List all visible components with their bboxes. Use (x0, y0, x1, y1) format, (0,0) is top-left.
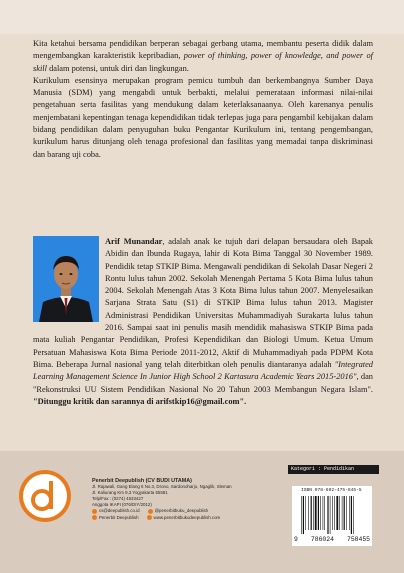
author-bio (33, 236, 373, 408)
intro-text-a: Kita ketahui bersama pendidikan berperan sebagai gerbang utama, membantu peserta didik dalam mengembangkan karakteristik kepribadian, (33, 39, 373, 61)
publisher-phone: Telp/Fax : (0274) 4533427 (92, 496, 144, 502)
intro-text (33, 38, 373, 161)
facebook-icon (92, 515, 97, 520)
barcode-digits-right: 758455 (346, 536, 370, 543)
publisher-facebook: Penerbit Deepublish (99, 514, 139, 520)
author-bio-text-2: , dan "Rekonstruksi UU Sistem Pendidikan Nasional No 20 Tahun 2003 Membangun Negara Islam". (33, 372, 373, 394)
publisher-address-1: Jl. Rajawali, Gang Elang 6 No.3, Drono, Sardonoharjo, Ngaglik, Sleman (92, 484, 232, 490)
isbn-number: ISBN 978-602-475-845-5 (301, 488, 362, 493)
intro-paragraph-1 (33, 38, 373, 75)
publisher-membership: Anggota IKAPI (076/DIY/2012) (92, 502, 152, 508)
twitter-icon (148, 509, 153, 514)
author-contact: "Ditunggu kritik dan sarannya di arifstkip16@gmail.com". (33, 396, 247, 406)
intro-paragraph-2: Kurikulum esensinya merupakan program pemicu tumbuh dan berkembangnya Sumber Daya Manusia (SDM) yang mengabdi untuk berbakti, melalui pemerataan informasi nilai-nilai pengetahuan serta fasilitas yang mendukung dalam keterlaksanaanya. Oleh karenanya penulis menjembatani kepentingan tenaga kependidikan tidak terlepas juga para pengambil kebijakan dalam bidang pendidikan dalam penyuguhan buku Pengantar Kurikulum ini, tentang pengembangan, kurikulum harus ditunjang oleh tenaga profesional dan fasilitas yang memadai tanpa diskriminasi dan barang uji coba. (33, 75, 373, 159)
globe-icon (147, 515, 152, 520)
facebook-contact (92, 515, 139, 521)
author-portrait-image (33, 236, 99, 322)
publisher-email: cs@deepublish.co.id (99, 508, 140, 514)
publisher-address-2: Jl. Kaliurang Km 9,3 Yogyakarta 55581 (92, 490, 168, 496)
author-bio-text: , adalah anak ke tujuh dari delapan bersaudara oleh Bapak Abidin dan Ibunda Rugaya, lahir di Kota Bima Tanggal 30 November 1989. Pendidik tetap STKIP Bima. Mengawali pendidikan di Sekolah Dasar Negeri 2 Rontu lulus tahun 2002. Sekolah Menengah Pertama 5 Kota Bima lulus tahun 2004. Sekolah Menengah Atas 3 Kota Bima lulus tahun 2007. Menyelesaikan Sarjana Strata Satu (S1) di STKIP Bima lulus tahun 2013. Magister Administrasi Pendidikan Universitas Muhammadiyah Surakarta lulus tahun 2016. Sampai saat ini penulis masih mendidik mahasiswa STKIP Bima pada mata kuliah Pengantar Pendidikan, Profesi Kependidikan dan Biologi Umum. Ketua Umum Persatuan Mahasiswa Kota Bima Periode 2011-2012, Aktif di Muhammadiyah pada PDPM Kota Bima. Beberapa Jurnal nasional yang telah diterbitkan oleh penulis diantaranya adalah (33, 237, 373, 369)
email-icon (92, 509, 97, 514)
journal-title: "Integrated Learning Management Science In Junior High School 2 Kartasura Academic Years 2015-2016" (33, 359, 373, 382)
publisher-name: Penerbit Deepublish (CV BUDI UTAMA) (92, 478, 192, 484)
intro-text-b: dalam potensi, untuk diri dan lingkungan. (46, 63, 189, 73)
barcode-digits-left: 786024 (310, 536, 334, 543)
category-label: Kategori : Pendidikan (288, 465, 379, 474)
web-contact (147, 515, 221, 521)
intro-italic: power of thinking, power of knowledge, and power of skill (33, 51, 373, 73)
top-band (0, 0, 404, 34)
publisher-info (92, 478, 262, 521)
publisher-website: www.penerbitbukudeepublish.com (153, 514, 221, 520)
author-name: Arif Munandar (105, 237, 163, 246)
barcode-image (300, 496, 364, 534)
deepublish-logo-icon (18, 469, 72, 523)
barcode-digits (294, 536, 370, 543)
author-photo (33, 236, 99, 322)
publisher-twitter: @penerbitbuku_deepublish (154, 508, 209, 514)
barcode-digit-prefix: 9 (294, 536, 298, 543)
publisher-contact-row-2 (92, 515, 262, 521)
